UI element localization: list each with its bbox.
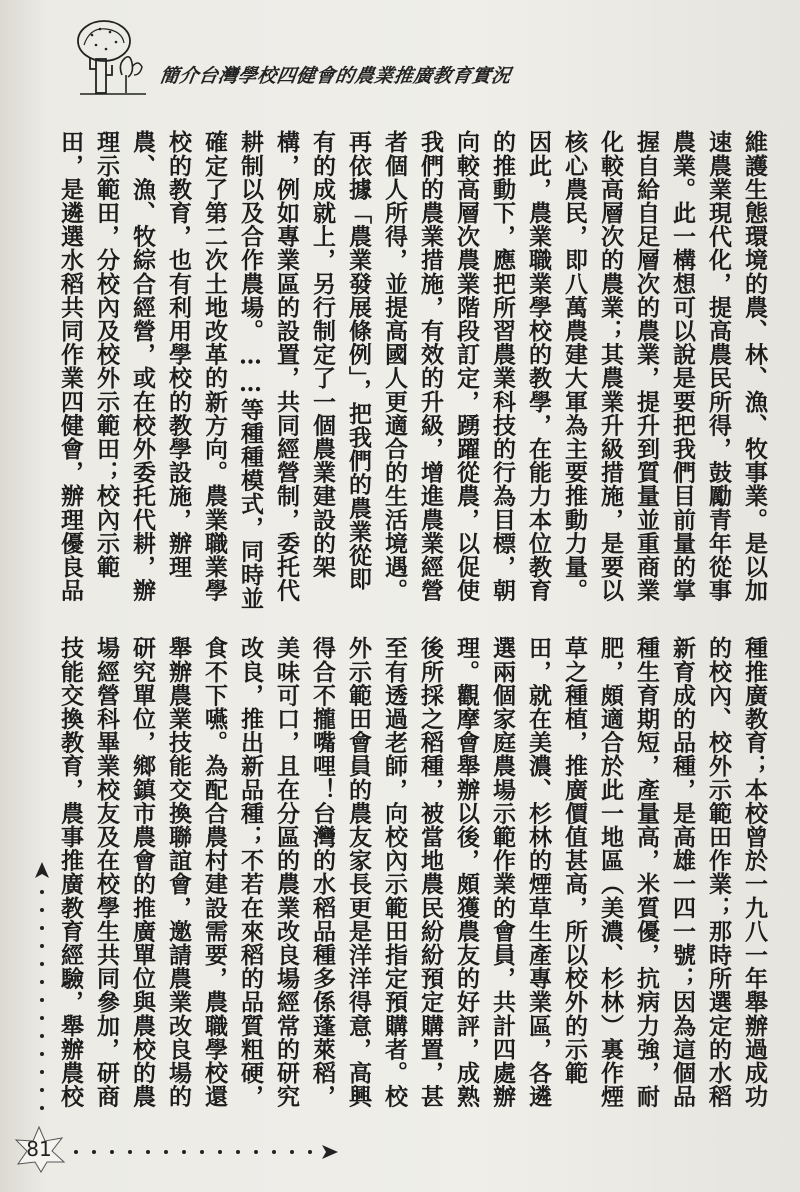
text-column: 構，例如專業區的設置，共同經營制，委托代 — [273, 130, 300, 602]
text-column: 選兩個家庭農場示範作業的會員，共計四處辦 — [489, 636, 516, 1108]
text-column: 因此，農業職業學校的教學，在能力本位教育 — [525, 130, 552, 602]
text-column: 的校內、校外示範田作業；那時所選定的水稻 — [705, 636, 732, 1108]
dotted-arrow-icon — [30, 860, 54, 1130]
text-column: 有的成就上，另行制定了一個農業建設的架 — [309, 130, 336, 579]
text-column: 場經營科畢業校友及在校學生共同參加，研商 — [93, 636, 120, 1108]
page-number — [10, 1124, 68, 1174]
text-column: 化較高層次的農業；其農業升級措施，是要以 — [597, 130, 624, 602]
page-number-text: 81 — [26, 1137, 52, 1161]
text-column: 外示範田會員的農友家長更是洋洋得意，高興 — [345, 636, 372, 1108]
text-column: 維護生態環境的農、林、漁、牧事業。是以加 — [741, 130, 768, 602]
text-column: 握自給自足層次的農業，提升到質量並重商業 — [633, 130, 660, 602]
text-column: 得合不攏嘴哩！台灣的水稻品種多係蓬萊稻， — [309, 636, 336, 1108]
text-column: 理示範田，分校內及校外示範田；校內示範 — [93, 130, 120, 579]
text-column: 農、漁、牧綜合經營，或在校外委托代耕，辦 — [129, 130, 156, 602]
text-column: 新育成的品種，是高雄一四一號；因為這個品 — [669, 636, 696, 1108]
text-column: 再依據「農業發展條例」，把我們的農業從即 — [345, 130, 372, 591]
text-column: 肥，頗適合於此一地區（美濃、杉林）裏作煙 — [597, 636, 624, 1108]
text-column: 技能交換教育，農事推廣教育經驗，舉辦農校 — [57, 636, 84, 1108]
lower-text-block — [52, 636, 772, 1111]
text-column: 草之種植，推廣價值甚高，所以校外的示範 — [561, 636, 588, 1085]
text-column: 改良，推出新品種；不若在來稻的品質粗硬， — [237, 636, 264, 1108]
text-column: 研究單位，鄉鎮市農會的推廣單位與農校的農 — [129, 636, 156, 1108]
running-header — [70, 15, 770, 100]
text-column: 田，是遴選水稻共同作業四健會，辦理優良品 — [57, 130, 84, 602]
text-column: 耕制以及合作農場。……等種種模式，同時並 — [237, 130, 264, 610]
text-column: 食不下嚥。為配合農村建設需要，農職學校還 — [201, 636, 228, 1108]
header-title: 簡介台灣學校四健會的農業推廣教育實況 — [158, 65, 513, 87]
text-column: 種推廣教育；本校曾於一九八一年舉辦過成功 — [741, 636, 768, 1108]
text-column: 種生育期短，產量高，米質優，抗病力強，耐 — [633, 636, 660, 1108]
text-column: 舉辦農業技能交換聯誼會，邀請農業改良場的 — [165, 636, 192, 1108]
text-column: 的推動下，應把所習農業科技的行為目標，朝 — [489, 130, 516, 602]
text-column: 者個人所得，並提高國人更適合的生活境遇。 — [381, 130, 408, 602]
text-column: 後所採之稻種，被當地農民紛紛預定購置，甚 — [417, 636, 444, 1108]
text-column: 我們的農業措施，有效的升級，增進農業經營 — [417, 130, 444, 602]
text-column: 核心農民，即八萬農建大軍為主要推動力量。 — [561, 130, 588, 602]
text-column: 確定了第二次土地改革的新方向。農業職業學 — [201, 130, 228, 602]
text-column: 農業。此一構想可以說是要把我們目前量的掌 — [669, 130, 696, 602]
upper-text-block — [52, 130, 772, 610]
text-column: 向較高層次農業階段訂定，踴躍從農，以促使 — [453, 130, 480, 602]
text-column: 至有透過老師，向校內示範田指定預購者。校 — [381, 636, 408, 1108]
text-column: 速農業現代化，提高農民所得，鼓勵青年從事 — [705, 130, 732, 602]
text-column: 美味可口，且在分區的農業改良場經常的研究 — [273, 636, 300, 1108]
text-column: 理。觀摩會舉辦以後，頗獲農友的好評，成熟 — [453, 636, 480, 1108]
cactus-flower-icon — [70, 15, 150, 99]
dotted-arrow-icon — [70, 1140, 340, 1164]
text-column: 田，就在美濃、杉林的煙草生產專業區，各遴 — [525, 636, 552, 1108]
text-column: 校的教育，也有利用學校的教學設施，辦理 — [165, 130, 192, 579]
